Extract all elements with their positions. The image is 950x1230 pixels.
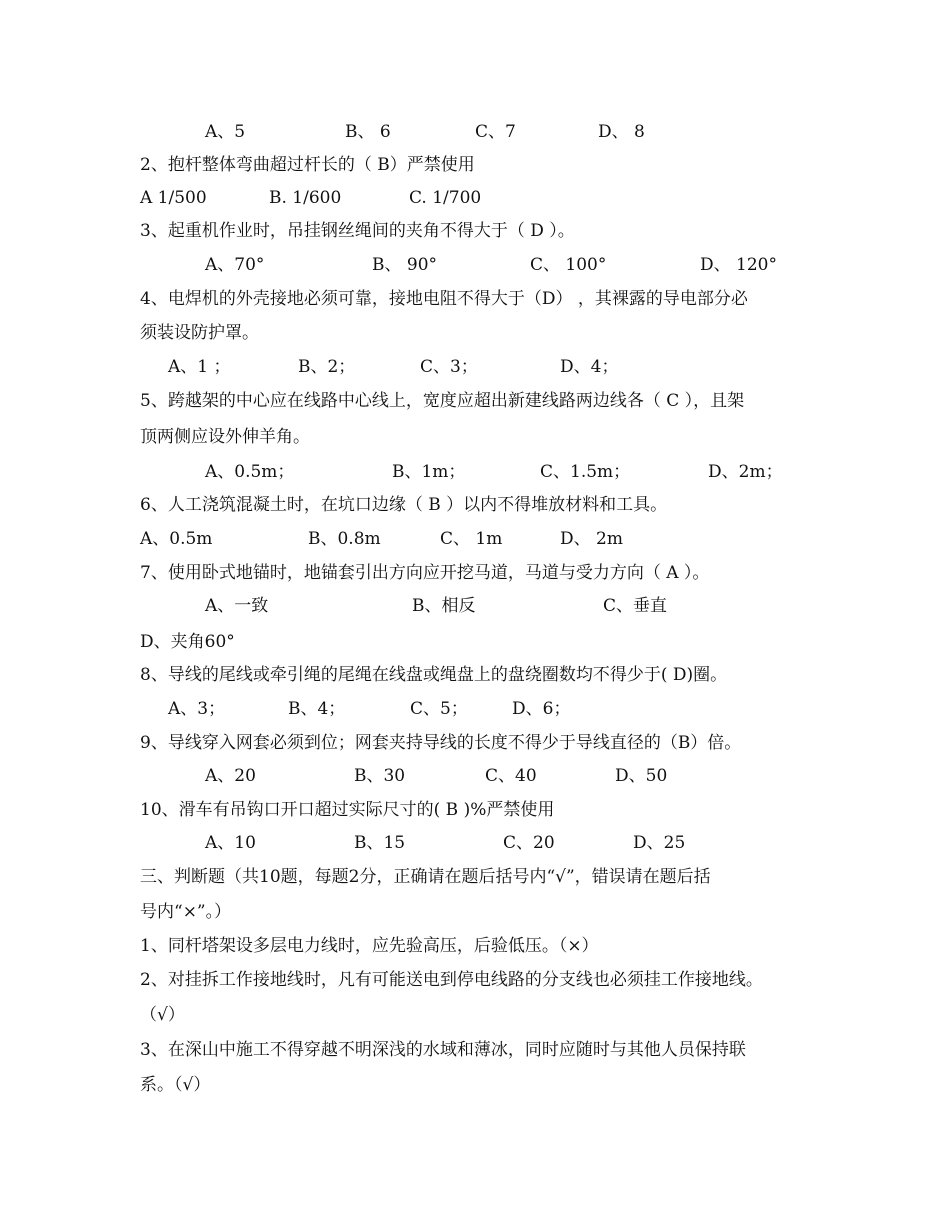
q10-option-c: C、20 [503, 833, 555, 853]
q5-question-line1: 5、跨越架的中心应在线路中心线上，宽度应超出新建线路两边线各（ C ），且架 [140, 391, 745, 411]
q8-option-c: C、5； [410, 699, 468, 719]
q2-question: 2、抱杆整体弯曲超过杆长的（ B）严禁使用 [140, 155, 475, 175]
q8-option-a: A、3； [168, 699, 226, 719]
q1-option-d: D、 8 [598, 122, 645, 142]
q9-question: 9、导线穿入网套必须到位；网套夹持导线的长度不得少于导线直径的（B）倍。 [140, 733, 742, 753]
q10-option-b: B、15 [354, 833, 406, 853]
q3-option-c: C、 100° [530, 255, 607, 275]
q1-option-a: A、5 [205, 122, 246, 142]
q4-question-line1: 4、电焊机的外壳接地必须可靠，接地电阻不得大于（D） ，其裸露的导电部分必 [140, 289, 748, 309]
q10-option-d: D、25 [633, 833, 686, 853]
q6-option-d: D、 2m [560, 529, 623, 549]
q7-question: 7、使用卧式地锚时，地锚套引出方向应开挖马道，马道与受力方向（ A ）。 [140, 563, 710, 583]
q7-option-c: C、垂直 [603, 596, 668, 616]
q6-question: 6、人工浇筑混凝土时，在坑口边缘（ B ）以内不得堆放材料和工具。 [140, 495, 668, 515]
q4-option-a: A、1 ； [168, 357, 231, 377]
q2-option-a: A 1/500 [140, 188, 207, 208]
q7-option-d: D、夹角60° [140, 632, 235, 652]
q5-option-a: A、0.5m； [205, 462, 295, 482]
q2-option-b: B. 1/600 [269, 188, 342, 208]
q7-option-b: B、相反 [412, 596, 476, 616]
q8-option-b: B、4； [288, 699, 346, 719]
q3-option-b: B、 90° [372, 255, 438, 275]
section3-heading-line1: 三、判断题（共10题，每题2分，正确请在题后括号内“√”，错误请在题后括 [140, 867, 711, 887]
q3-option-d: D、 120° [700, 255, 777, 275]
q3-option-a: A、70° [205, 255, 265, 275]
q5-option-c: C、1.5m； [540, 462, 631, 482]
q10-question: 10、滑车有吊钩口开口超过实际尺寸的( B )%严禁使用 [140, 800, 555, 820]
q5-option-b: B、1m； [392, 462, 466, 482]
q4-option-d: D、4； [560, 357, 619, 377]
q9-option-a: A、20 [205, 766, 256, 786]
section3-heading-line2: 号内“×”。） [140, 902, 232, 922]
q8-option-d: D、6； [512, 699, 571, 719]
q4-option-c: C、3； [420, 357, 478, 377]
tf3-text-line1: 3、在深山中施工不得穿越不明深浅的水域和薄冰，同时应随时与其他人员保持联 [140, 1040, 746, 1060]
q6-option-c: C、 1m [440, 529, 503, 549]
q5-question-line2: 顶两侧应设外伸羊角。 [140, 427, 310, 447]
q9-option-c: C、40 [485, 766, 537, 786]
q5-option-d: D、2m； [708, 462, 783, 482]
q7-option-a: A、一致 [205, 596, 269, 616]
q8-question: 8、导线的尾线或牵引绳的尾绳在线盘或绳盘上的盘绕圈数均不得少于( D)圈。 [140, 665, 728, 685]
q4-question-line2: 须装设防护罩。 [140, 323, 259, 343]
tf2-text-line2: （√） [140, 1005, 185, 1025]
q2-option-c: C. 1/700 [409, 188, 482, 208]
q3-question: 3、起重机作业时，吊挂钢丝绳间的夹角不得大于（ D ）。 [140, 221, 575, 241]
q1-option-c: C、7 [475, 122, 516, 142]
tf2-text-line1: 2、对挂拆工作接地线时，凡有可能送电到停电线路的分支线也必须挂工作接地线。 [140, 970, 763, 990]
q6-option-b: B、0.8m [308, 529, 381, 549]
q4-option-b: B、2； [298, 357, 356, 377]
q6-option-a: A、0.5m [140, 529, 213, 549]
tf3-text-line2: 系。（√） [140, 1075, 211, 1095]
tf1-text: 1、同杆塔架设多层电力线时，应先验高压，后验低压。（×） [140, 936, 599, 956]
q9-option-b: B、30 [354, 766, 406, 786]
q9-option-d: D、50 [615, 766, 668, 786]
q1-option-b: B、 6 [345, 122, 391, 142]
q10-option-a: A、10 [205, 833, 256, 853]
